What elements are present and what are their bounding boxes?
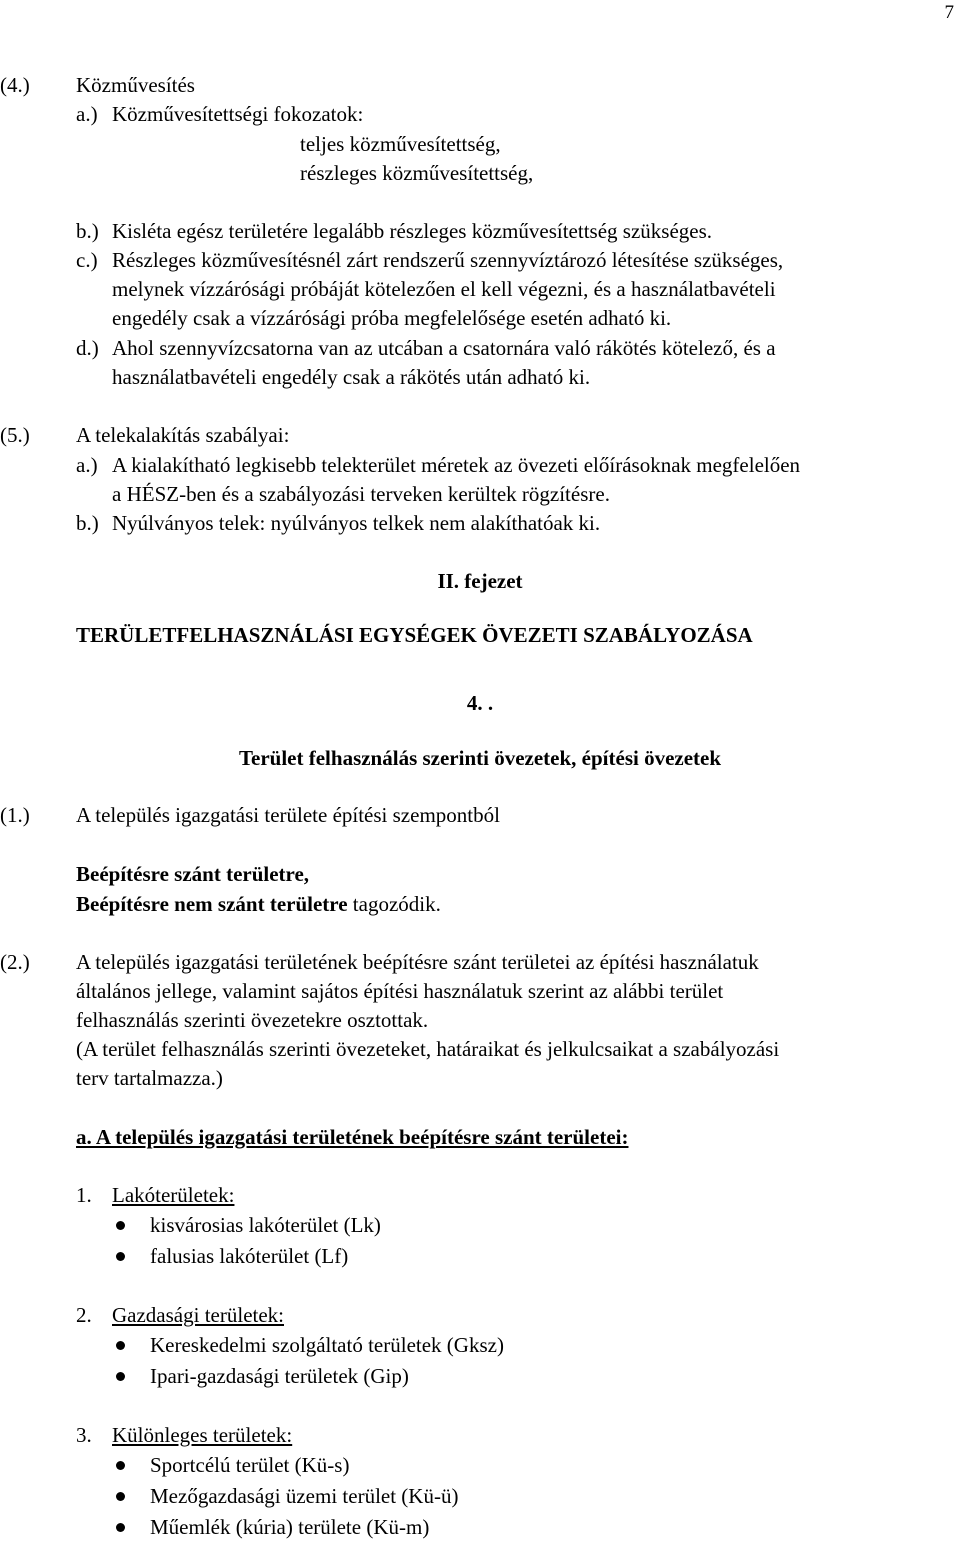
- group-3-number: 3.: [76, 1423, 92, 1447]
- para-1-number: (1.): [0, 803, 30, 827]
- group-1-item-1: kisvárosias lakóterület (Lk): [150, 1213, 381, 1237]
- s4-c-label: c.): [76, 248, 98, 272]
- s4-a-text: Közművesítettségi fokozatok:: [112, 102, 364, 126]
- section-title: Terület felhasználás szerinti övezetek, építési övezetek: [238, 746, 722, 770]
- section-4-title: Közművesítés: [76, 73, 195, 97]
- bullet-icon: [116, 1221, 125, 1230]
- s4-b-text: Kisléta egész területére legalább részleges közművesítettség szükséges.: [112, 219, 713, 243]
- group-1-title: Lakóterületek:: [112, 1183, 235, 1207]
- s5-b-label: b.): [76, 511, 99, 535]
- s4-c-line-2: melynek vízzárósági próbáját kötelezően el kell végezni, és a használatbavételi: [112, 277, 776, 301]
- s4-a-item-2: részleges közművesítettség,: [300, 161, 534, 185]
- s4-d-label: d.): [76, 336, 99, 360]
- s4-b-label: b.): [76, 219, 99, 243]
- group-1-item-2: falusias lakóterület (Lf): [150, 1244, 349, 1268]
- group-3-item-3: Műemlék (kúria) területe (Kü-m): [150, 1515, 430, 1539]
- page-number: 7: [944, 2, 954, 23]
- para-2-line-3: felhasználás szerinti övezetekre osztottak.: [76, 1008, 429, 1032]
- group-2-title: Gazdasági területek:: [112, 1303, 284, 1327]
- para-2-line-5: terv tartalmazza.): [76, 1066, 223, 1090]
- para-1-bold-2: Beépítésre nem szánt területre: [76, 892, 348, 916]
- group-2-item-2: Ipari-gazdasági területek (Gip): [150, 1364, 409, 1388]
- para-1-line-2: [76, 890, 441, 919]
- s4-a-item-1: teljes közművesítettség,: [300, 132, 501, 156]
- section-number: 4. .: [466, 691, 494, 715]
- s5-a-label: a.): [76, 453, 98, 477]
- para-2-line-2: általános jellege, valamint sajátos építési használatuk szerint az alábbi terület: [76, 979, 724, 1003]
- section-5-number: (5.): [0, 423, 30, 447]
- s4-c-line-3: engedély csak a vízzárósági próba megfelelősége esetén adható ki.: [112, 306, 672, 330]
- section-5-title: A telekalakítás szabályai:: [76, 423, 290, 447]
- para-2-heading: a. A település igazgatási területének beépítésre szánt területei:: [76, 1125, 629, 1149]
- s4-a-label: a.): [76, 102, 98, 126]
- chapter-title: TERÜLETFELHASZNÁLÁSI EGYSÉGEK ÖVEZETI SZABÁLYOZÁSA: [76, 623, 753, 647]
- para-1-text: A település igazgatási területe építési szempontból: [76, 803, 500, 827]
- s4-c-line-1: Részleges közművesítésnél zárt rendszerű szennyvíztározó létesítése szükséges,: [112, 248, 784, 272]
- bullet-icon: [116, 1461, 125, 1470]
- s4-d-line-2: használatbavételi engedély csak a rákötés után adható ki.: [112, 365, 591, 389]
- group-3-title: Különleges területek:: [112, 1423, 293, 1447]
- s5-a-line-1: A kialakítható legkisebb telekterület méretek az övezeti előírásoknak megfelelően: [112, 453, 801, 477]
- group-3-item-1: Sportcélú terület (Kü-s): [150, 1453, 350, 1477]
- para-1-bold-1: Beépítésre szánt területre,: [76, 862, 310, 886]
- group-2-item-1: Kereskedelmi szolgáltató területek (Gksz): [150, 1333, 504, 1357]
- group-1-number: 1.: [76, 1183, 92, 1207]
- group-3-item-2: Mezőgazdasági üzemi terület (Kü-ü): [150, 1484, 459, 1508]
- bullet-icon: [116, 1523, 125, 1532]
- group-2-number: 2.: [76, 1303, 92, 1327]
- section-4-number: (4.): [0, 73, 30, 97]
- para-2-number: (2.): [0, 950, 30, 974]
- para-2-line-1: A település igazgatási területének beépítésre szánt területei az építési használatuk: [76, 950, 759, 974]
- chapter-number: II. fejezet: [437, 569, 523, 593]
- bullet-icon: [116, 1252, 125, 1261]
- bullet-icon: [116, 1492, 125, 1501]
- bullet-icon: [116, 1372, 125, 1381]
- bullet-icon: [116, 1341, 125, 1350]
- s4-d-line-1: Ahol szennyvízcsatorna van az utcában a csatornára való rákötés kötelező, és a: [112, 336, 776, 360]
- para-2-line-4: (A terület felhasználás szerinti övezeteket, határaikat és jelkulcsaikat a szabályozási: [76, 1037, 780, 1061]
- s5-b-text: Nyúlványos telek: nyúlványos telkek nem alakíthatóak ki.: [112, 511, 601, 535]
- para-1-tail: tagozódik.: [352, 892, 441, 916]
- s5-a-line-2: a HÉSZ-ben és a szabályozási terveken kerültek rögzítésre.: [112, 482, 610, 506]
